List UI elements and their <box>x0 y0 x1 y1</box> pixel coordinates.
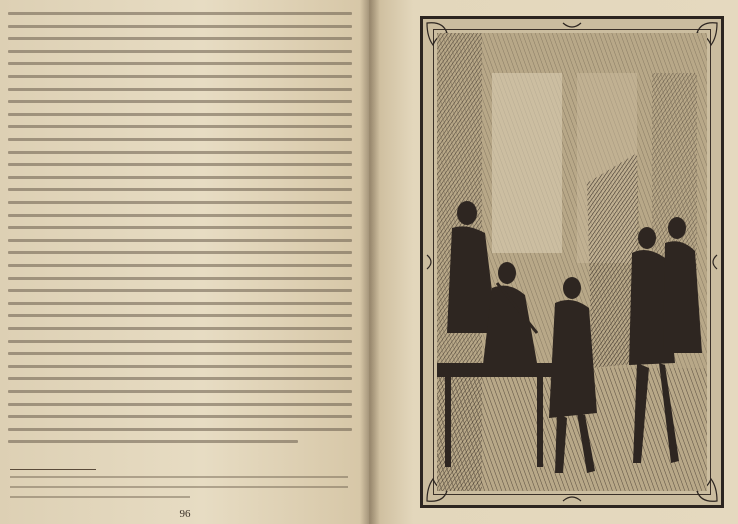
text-line <box>8 62 352 65</box>
text-line <box>8 302 352 305</box>
text-line <box>8 88 352 91</box>
text-line <box>8 314 352 317</box>
text-line <box>8 214 352 217</box>
right-page <box>369 0 738 524</box>
text-line <box>8 151 352 154</box>
engraving-illustration <box>437 33 707 491</box>
text-line <box>8 138 352 141</box>
text-line <box>8 239 352 242</box>
text-line <box>8 403 352 406</box>
text-line <box>8 100 352 103</box>
page-number: 96 <box>179 508 191 520</box>
text-line <box>8 125 352 128</box>
text-line <box>8 226 352 229</box>
text-line <box>8 365 352 368</box>
text-line <box>8 25 352 28</box>
text-line <box>8 289 352 292</box>
text-line <box>8 201 352 204</box>
footnote-line <box>10 496 190 498</box>
text-line <box>8 12 352 15</box>
book-gutter <box>360 0 380 524</box>
text-line <box>8 327 352 330</box>
engraving-icon <box>437 33 707 491</box>
text-line <box>8 277 352 280</box>
text-line <box>8 390 352 393</box>
text-line <box>8 176 352 179</box>
footnote-rule <box>10 469 96 470</box>
text-line <box>8 377 352 380</box>
footnote-line <box>10 476 348 478</box>
body-text <box>8 8 352 448</box>
text-line <box>8 352 352 355</box>
text-line <box>8 50 352 53</box>
text-line <box>8 428 352 431</box>
text-line <box>8 37 352 40</box>
text-line <box>8 415 352 418</box>
footnote-line <box>10 486 348 488</box>
illustration-frame <box>420 16 724 508</box>
text-line <box>8 264 352 267</box>
text-line <box>8 163 352 166</box>
text-line <box>8 75 352 78</box>
text-line <box>8 251 352 254</box>
text-line <box>8 440 298 443</box>
text-line <box>8 113 352 116</box>
text-line <box>8 340 352 343</box>
text-line <box>8 188 352 191</box>
